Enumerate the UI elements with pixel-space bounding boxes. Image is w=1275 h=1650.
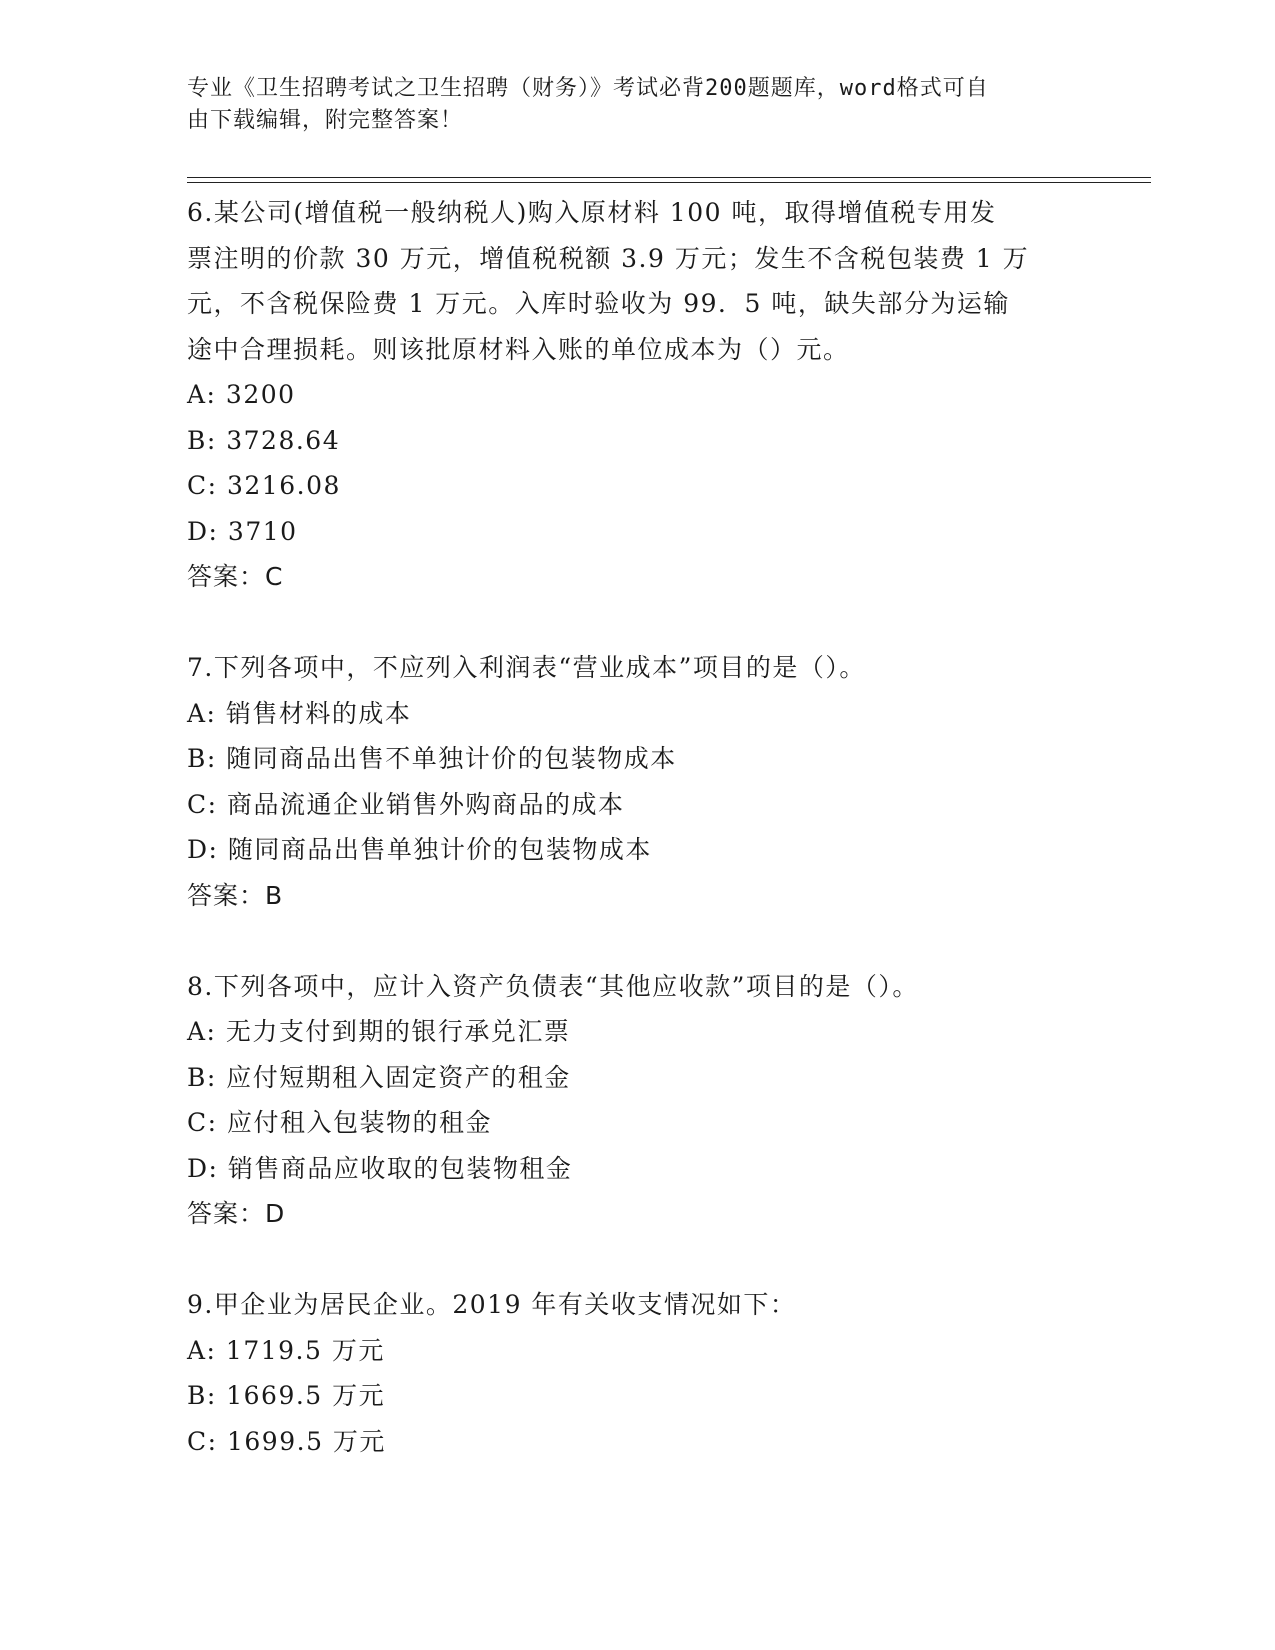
question-block — [187, 190, 1087, 600]
header-divider-bottom — [187, 182, 1151, 183]
question-block — [187, 1282, 1087, 1464]
answer-option: A: 3200 — [187, 380, 296, 409]
question-spacer — [187, 918, 1087, 964]
question-stem-line: 元，不含税保险费 1 万元。入库时验收为 99．5 吨，缺失部分为运输 — [187, 289, 1010, 318]
answer-option: A: 1719.5 万元 — [187, 1335, 385, 1365]
question-spacer — [187, 1237, 1087, 1283]
answer-option: D: 3710 — [187, 516, 298, 546]
question-stem-line: 9.甲企业为居民企业。2019 年有关收支情况如下： — [187, 1290, 797, 1319]
answer-option: C: 1699.5 万元 — [187, 1426, 386, 1456]
question-stem-line: 7.下列各项中，不应列入利润表“营业成本”项目的是（）。 — [187, 653, 866, 682]
question-spacer — [187, 600, 1087, 646]
question-block — [187, 645, 1087, 918]
answer-option: C: 3216.08 — [187, 471, 341, 500]
header-line-1: 专业《卫生招聘考试之卫生招聘（财务）》考试必背200题题库，word格式可自 — [187, 76, 989, 101]
document-header — [187, 73, 1067, 137]
answer-option: C: 商品流通企业销售外购商品的成本 — [187, 789, 625, 819]
question-list — [187, 190, 1087, 1464]
question-stem-line: 票注明的价款 30 万元，增值税税额 3.9 万元；发生不含税包装费 1 万 — [187, 243, 1030, 273]
answer-key: 答案：B — [187, 880, 284, 910]
question-stem-line: 8.下列各项中，应计入资产负债表“其他应收款”项目的是（）。 — [187, 971, 919, 1001]
question-block — [187, 964, 1087, 1237]
answer-option: B: 3728.64 — [187, 425, 341, 455]
header-divider-top — [187, 177, 1151, 178]
answer-option: B: 随同商品出售不单独计价的包装物成本 — [187, 744, 677, 773]
answer-option: C: 应付租入包装物的租金 — [187, 1108, 492, 1137]
answer-option: D: 随同商品出售单独计价的包装物成本 — [187, 835, 652, 864]
answer-option: D: 销售商品应收取的包装物租金 — [187, 1153, 573, 1183]
answer-option: B: 应付短期租入固定资产的租金 — [187, 1062, 571, 1092]
question-stem-line: 途中合理损耗。则该批原材料入账的单位成本为（）元。 — [187, 334, 850, 364]
header-line-2: 由下载编辑，附完整答案！ — [187, 108, 464, 133]
answer-key: 答案：C — [187, 562, 284, 591]
answer-option: A: 销售材料的成本 — [187, 698, 412, 728]
answer-option: A: 无力支付到期的银行承兑汇票 — [187, 1017, 571, 1046]
question-stem-line: 6.某公司(增值税一般纳税人)购入原材料 100 吨，取得增值税专用发 — [187, 198, 997, 227]
answer-option: B: 1669.5 万元 — [187, 1381, 386, 1410]
answer-key: 答案：D — [187, 1199, 286, 1228]
